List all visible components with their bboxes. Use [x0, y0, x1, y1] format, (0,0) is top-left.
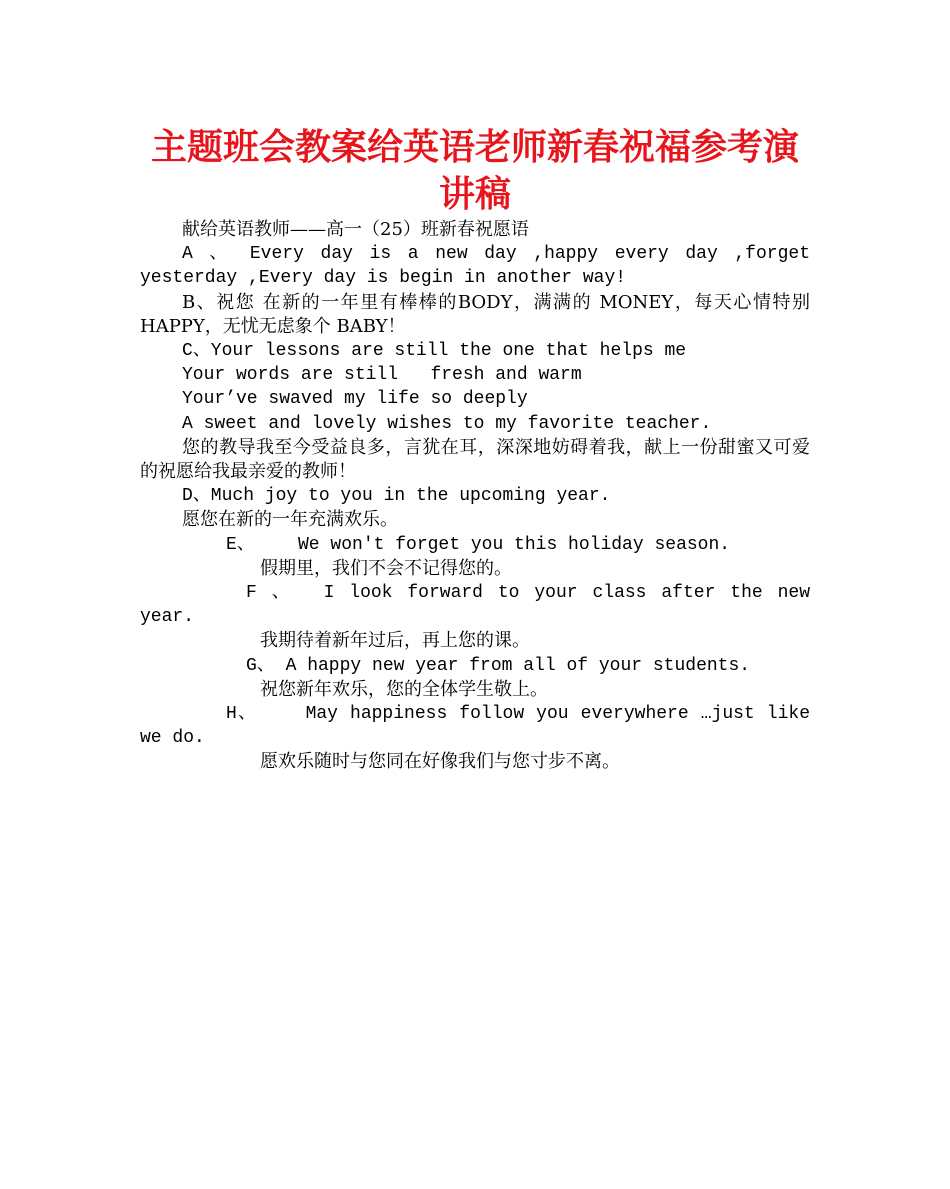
wish-f-translation: 我期待着新年过后，再上您的课。 — [260, 630, 530, 652]
wish-b: B、祝您 在新的一年里有棒棒的BODY，满满的 MONEY，每天心情特别 HAPPY，无忧无虑象个 BABY！ — [140, 291, 816, 337]
wish-g: G、 A happy new year from all of your students. — [246, 655, 751, 676]
wish-d-translation: 愿您在新的一年充满欢乐。 — [182, 509, 398, 531]
document-body — [140, 218, 821, 775]
wish-e-translation: 假期里，我们不会不记得您的。 — [260, 557, 512, 579]
wish-e: E、 We won't forget you this holiday season. — [226, 534, 731, 555]
wish-c-translation: 您的教导我至今受益良多，言犹在耳，深深地妨碍着我，献上一份甜蜜又可爱的祝愿给我最亲爱的教师！ — [140, 436, 810, 483]
wish-h-translation: 愿欢乐随时与您同在好像我们与您寸步不离。 — [260, 751, 620, 773]
document-title: 主题班会教案给英语老师新春祝福参考演讲稿 — [150, 127, 799, 215]
wish-c-line-2: Your words are still fresh and warm — [182, 365, 582, 386]
wish-d: D、Much joy to you in the upcoming year. — [182, 486, 611, 507]
dedication-heading: 献给英语教师——高一（25）班新春祝愿语 — [182, 219, 529, 240]
wish-f: F 、 I look forward to your class after the new year. — [140, 583, 821, 628]
wish-c-line-4: A sweet and lovely wishes to my favorite teacher. — [182, 413, 712, 434]
wish-g-translation: 祝您新年欢乐，您的全体学生敬上。 — [260, 678, 548, 700]
wish-h: H、 May happiness follow you everywhere …just like we do. — [140, 704, 821, 749]
wish-c-line-3: Your’ve swaved my life so deeply — [182, 389, 528, 410]
wish-c-line-1: C、Your lessons are still the one that helps me — [182, 341, 687, 362]
wish-a: A 、 Every day is a new day ,happy every day ,forget yesterday ,Every day is begin in another way! — [140, 244, 821, 289]
